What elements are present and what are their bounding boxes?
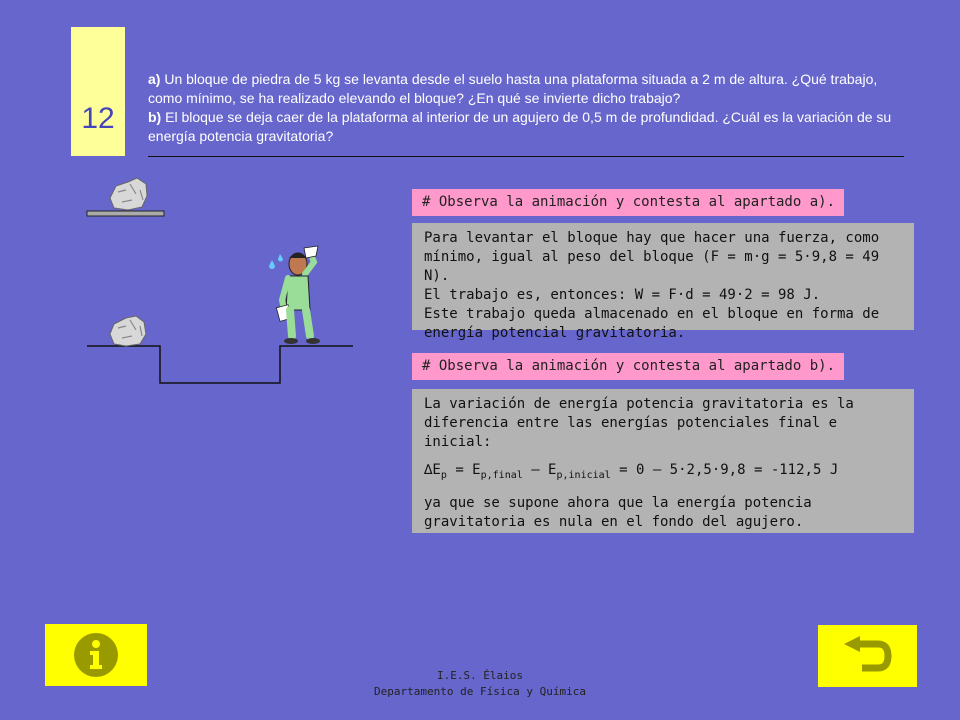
prompt-part-a: # Observa la animación y contesta al apartado a).	[412, 189, 844, 216]
school-name: I.E.S. Élaios	[436, 669, 524, 682]
answer-b-line-3: ya que se supone ahora que la energía potencia gravitatoria es nula en el fondo del agujero.	[424, 494, 812, 530]
answer-a-line-2: El trabajo es, entonces: W = F·d = 49·2 = 98 J.	[424, 287, 821, 303]
tired-worker-figure	[269, 246, 320, 344]
department-name: Departamento de Física y Química	[374, 685, 586, 698]
rock-on-ground-icon	[110, 316, 146, 346]
part-b-text: El bloque se deja caer de la plataforma al interior de un agujero de 0,5 m de profundidad. ¿Cuál es la variación de su energía potencia gravitatoria?	[148, 109, 892, 144]
answer-part-b	[412, 389, 914, 533]
prompt-part-b: # Observa la animación y contesta al apartado b).	[412, 353, 844, 380]
footer	[0, 668, 960, 700]
part-a-label: a)	[148, 71, 161, 87]
answer-part-a	[412, 223, 914, 341]
equation-minus: – E	[522, 462, 557, 478]
ground-with-hole	[87, 346, 353, 383]
rock-on-platform-icon	[110, 178, 147, 210]
elevated-platform	[87, 211, 164, 216]
part-a-text: Un bloque de piedra de 5 kg se levanta desde el suelo hasta una plataforma situada a 2 m de altura. ¿Qué trabajo, como mínimo, se ha realizado elevando el bloque? ¿En qué se invierte dicho trabajo?	[148, 71, 878, 106]
exercise-number-box	[71, 27, 125, 156]
part-b-label: b)	[148, 109, 162, 125]
energy-equation	[424, 461, 904, 485]
equation-delta: ∆E	[424, 462, 441, 478]
illustration	[0, 170, 360, 430]
divider-line	[148, 156, 904, 157]
answer-a-line-1: Para levantar el bloque hay que hacer una fuerza, como mínimo, igual al peso del bloque (F = m·g = 5·9,8 = 49 N).	[424, 230, 880, 284]
equation-sub-final: p,final	[480, 469, 523, 481]
equation-mid: = E	[446, 462, 481, 478]
equation-sub-p: p	[440, 469, 447, 481]
equation-sub-initial: p,inicial	[556, 469, 611, 481]
answer-b-line-1: La variación de energía potencia gravitatoria es la diferencia entre las energías potenciales final e inicial:	[424, 396, 854, 450]
answer-a-line-3: Este trabajo queda almacenado en el bloque en forma de energía potencial gravitatoria.	[424, 306, 880, 341]
problem-statement	[148, 70, 908, 146]
equation-rest: = 0 – 5·2,5·9,8 = -112,5 J	[610, 462, 839, 478]
exercise-number: 12	[81, 102, 115, 135]
